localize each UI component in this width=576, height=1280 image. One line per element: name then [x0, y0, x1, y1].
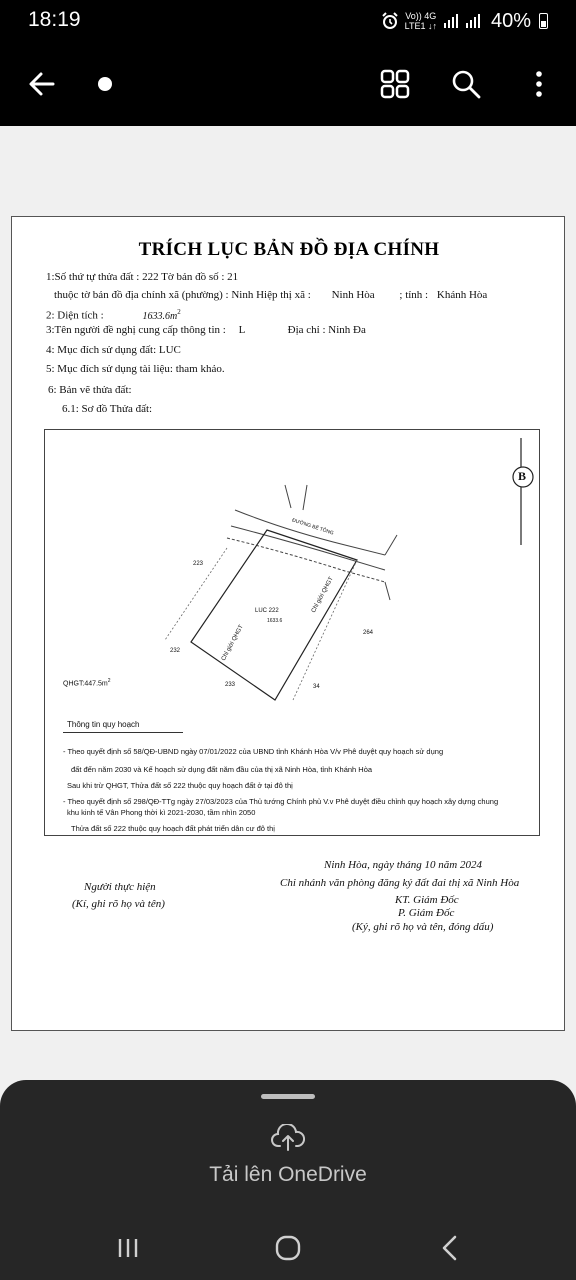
app-bar	[0, 42, 576, 126]
status-icons	[381, 8, 548, 34]
date-line: Ninh Hòa, ngày tháng 10 năm 2024	[324, 859, 482, 871]
recents-button[interactable]	[108, 1228, 148, 1268]
qhgt-sup: 2	[107, 678, 111, 684]
kt-label: KT. Giám Đốc	[395, 894, 459, 906]
boundary-right-label: Chỉ giới QHGT	[310, 576, 335, 614]
info-line-5: khu kinh tế Vân Phong thời kì 2021-2030, tầm nhìn 2050	[67, 808, 256, 817]
cloud-upload-icon	[271, 1124, 305, 1152]
back-chevron-icon	[439, 1235, 461, 1261]
boundary-left-label: Chỉ giới QHGT	[220, 624, 245, 662]
info-heading: Thông tin quy hoạch	[67, 720, 140, 729]
grid-view-button[interactable]	[375, 64, 415, 104]
more-options-button[interactable]	[519, 64, 559, 104]
arrow-left-icon	[28, 70, 56, 98]
qhgt-value: QHGT:447.5m	[63, 680, 108, 688]
area-label: 2: Diện tích :	[46, 309, 104, 322]
alarm-icon	[381, 12, 399, 30]
parcel-232-label: 232	[170, 648, 181, 654]
requester-label: 3:Tên người đề nghị cung cấp thông tin :	[46, 324, 226, 336]
doc-purpose-line: 5: Mục đích sử dụng tài liệu: tham khảo.	[46, 363, 225, 375]
more-vertical-icon	[534, 69, 544, 99]
search-button[interactable]	[446, 64, 486, 104]
grid-view-icon	[380, 69, 410, 99]
info-heading-box	[63, 715, 183, 733]
recents-icon	[116, 1236, 140, 1260]
system-nav-bar	[0, 1216, 576, 1280]
pgd-label: P. Giám Đốc	[398, 907, 455, 919]
search-icon	[451, 69, 481, 99]
province-label: ; tỉnh :	[399, 289, 429, 301]
network-top: Vo)) 4G	[405, 11, 437, 21]
signal-icon-2	[465, 13, 481, 29]
info-line-3: Sau khi trừ QHGT, Thửa đất số 222 thuộc quy hoạch đất ở tại đô thị	[67, 781, 293, 790]
map-sheet-prefix: thuộc tờ bản đồ địa chính xã (phường) : Ninh Hiệp thị xã :	[54, 289, 311, 301]
document-page	[11, 216, 565, 1031]
back-button[interactable]	[22, 64, 62, 104]
requester-line	[46, 324, 366, 336]
north-label: B	[518, 469, 527, 483]
battery-percent: 40%	[490, 9, 531, 32]
status-bar	[0, 0, 576, 42]
document-viewer[interactable]	[0, 126, 576, 1086]
home-button[interactable]	[268, 1228, 308, 1268]
sketch-line: 6.1: Sơ đồ Thửa đất:	[62, 403, 153, 415]
area-line	[46, 308, 181, 322]
area-unit-sup: 2	[177, 308, 181, 316]
sheet-drag-handle[interactable]	[261, 1094, 315, 1099]
document-title: TRÍCH LỤC BẢN ĐỒ ĐỊA CHÍNH	[138, 239, 440, 260]
parcel-233-label: 233	[225, 682, 236, 688]
parcel-223-label: 223	[193, 561, 204, 567]
signal-icon	[443, 13, 459, 29]
province-name: Khánh Hòa	[436, 289, 488, 301]
parcel-264-label: 264	[363, 630, 374, 636]
info-line-4: - Theo quyết định số 298/QĐ-TTg ngày 27/03/2023 của Thủ tướng Chính phủ V.v Phê duyệt điều chỉnh quy hoạch xây dựng chung	[63, 797, 499, 806]
requester-address: Địa chỉ : Ninh Đa	[287, 324, 366, 336]
home-icon	[275, 1235, 301, 1261]
parcel-number-line: 1:Số thứ tự thửa đất : 222 Tờ bản đồ số : 21	[46, 271, 239, 283]
dot-icon	[97, 76, 113, 92]
info-line-2: đất đến năm 2030 và Kế hoạch sử dụng đất năm đầu của thị xã Ninh Hòa, tỉnh Khánh Hòa	[71, 765, 373, 774]
network-type	[405, 11, 437, 31]
status-time: 18:19	[28, 8, 81, 31]
parcel-drawing	[45, 430, 541, 837]
upload-onedrive-button[interactable]	[0, 1124, 576, 1187]
info-line-6: Thửa đất số 222 thuộc quy hoạch đất phát triển dân cư đô thị	[71, 824, 275, 833]
unsaved-dot	[85, 64, 125, 104]
performer-note: (Kí, ghi rõ họ và tên)	[72, 898, 165, 910]
qhgt-area	[63, 678, 111, 687]
upload-label: Tải lên OneDrive	[209, 1163, 367, 1186]
drawing-line: 6: Bản vẽ thửa đất:	[48, 384, 132, 396]
sign-note: (Ký, ghi rõ họ và tên, đóng dấu)	[352, 921, 494, 933]
nav-back-button[interactable]	[430, 1228, 470, 1268]
office-line: Chi nhánh văn phòng đăng ký đất đai thị xã Ninh Hòa	[280, 877, 520, 889]
parcel-222-area: 1633.6	[267, 618, 283, 624]
parcel-34-label: 34	[313, 684, 320, 690]
performer-label: Người thực hiện	[84, 881, 156, 893]
requester-name: L	[238, 324, 245, 336]
parcel-222-code: LUC 222	[255, 608, 279, 614]
area-value: 1633.6m	[142, 310, 178, 322]
info-line-1: - Theo quyết định số 58/QĐ-UBND ngày 07/01/2022 của UBND tỉnh Khánh Hòa V/v Phê duyệt quy hoạch sử dụng	[63, 747, 444, 756]
battery-icon	[539, 13, 548, 29]
town-name: Ninh Hòa	[331, 289, 375, 301]
map-sheet-line	[54, 289, 487, 301]
road-label: ĐƯỜNG BÊ TÔNG	[291, 517, 335, 537]
network-bottom: LTE1 ↓↑	[404, 21, 437, 31]
parcel-map	[44, 429, 540, 836]
land-use-line: 4: Mục đích sử dụng đất: LUC	[46, 344, 181, 356]
